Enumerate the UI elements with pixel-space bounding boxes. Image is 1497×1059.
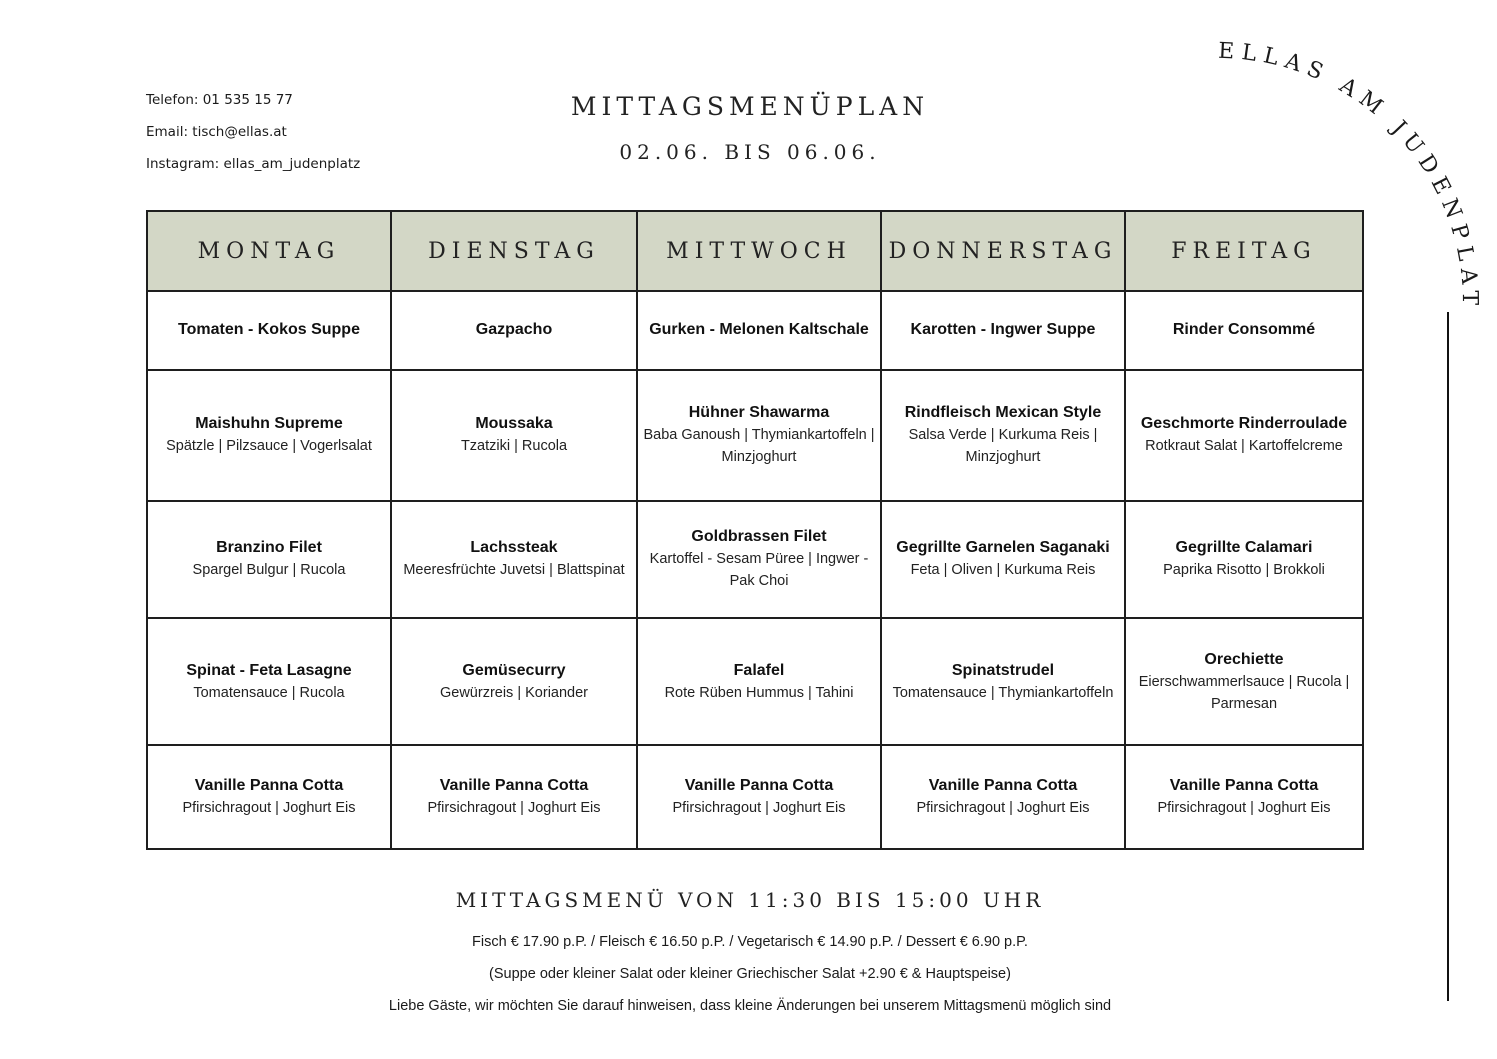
dish-sides: Tomatensauce | Rucola: [193, 684, 345, 701]
contact-email: Email: tisch@ellas.at: [146, 124, 287, 140]
dish-name: Goldbrassen Filet: [691, 528, 827, 546]
disclaimer: Liebe Gäste, wir möchten Sie darauf hinweisen, dass kleine Änderungen bei unserem Mittagsmenü möglich sind: [388, 998, 1112, 1014]
decorative-vertical-line: [1447, 312, 1449, 1001]
dessert-row: [147, 745, 1363, 849]
menu-cell: [391, 618, 637, 745]
dish-name: Spinatstrudel: [951, 661, 1055, 679]
dish-name: Geschmorte Rinderroulade: [1140, 415, 1348, 433]
dish-sides: Kartoffel - Sesam Püree | Ingwer - Pak Choi: [649, 551, 869, 590]
menu-cell: [391, 370, 637, 501]
menu-cell: [637, 618, 881, 745]
dish-name: Moussaka: [475, 415, 553, 433]
contact-instagram: Instagram: ellas_am_judenplatz: [146, 156, 361, 172]
dish-name: Lachssteak: [470, 539, 558, 557]
dish-name: Karotten - Ingwer Suppe: [910, 321, 1096, 339]
dish-name: Vanille Panna Cotta: [684, 777, 834, 795]
dish-sides: Pfirsichragout | Joghurt Eis: [916, 800, 1090, 817]
page-title: MITTAGSMENÜPLAN: [570, 92, 930, 121]
menu-cell: [1125, 618, 1363, 745]
dish-name: Gegrillte Calamari: [1175, 539, 1313, 557]
menu-cell: [147, 291, 391, 370]
brand-arc-textpath: ELLAS AM JUDENPLATZ: [1168, 1, 1483, 313]
menu-cell: [637, 291, 881, 370]
menu-cell: [391, 291, 637, 370]
menu-cell: [881, 370, 1125, 501]
dish-name: Vanille Panna Cotta: [194, 777, 344, 795]
menu-cell: [637, 501, 881, 619]
date-range: 02.06. BIS 06.06.: [619, 140, 881, 164]
dish-sides: Spargel Bulgur | Rucola: [192, 562, 346, 579]
vegetarian-row: [147, 618, 1363, 745]
dish-name: Spinat - Feta Lasagne: [186, 661, 352, 679]
dish-sides: Eierschwammerlsauce | Rucola | Parmesan: [1138, 673, 1350, 712]
menu-cell: [1125, 501, 1363, 619]
dish-sides: Pfirsichragout | Joghurt Eis: [427, 800, 601, 817]
dish-sides: Meeresfrüchte Juvetsi | Blattspinat: [403, 562, 625, 579]
menu-cell: [881, 745, 1125, 849]
menu-cell: [147, 501, 391, 619]
dish-name: Gurken - Melonen Kaltschale: [649, 321, 869, 339]
dish-sides: Spätzle | Pilzsauce | Vogerlsalat: [166, 438, 372, 455]
price-list: Fisch € 17.90 p.P. / Fleisch € 16.50 p.P. / Vegetarisch € 14.90 p.P. / Dessert € 6.90 p.P.: [472, 934, 1028, 950]
day-header: DONNERSTAG: [881, 211, 1125, 291]
menu-cell: [1125, 291, 1363, 370]
menu-cell: [881, 291, 1125, 370]
contact-info: [146, 90, 360, 186]
menu-cell: [1125, 370, 1363, 501]
menu-cell: [391, 501, 637, 619]
dish-sides: Feta | Oliven | Kurkuma Reis: [910, 562, 1096, 579]
dish-sides: Rotkraut Salat | Kartoffelcreme: [1145, 438, 1343, 455]
menu-cell: [881, 618, 1125, 745]
dish-name: Vanille Panna Cotta: [439, 777, 589, 795]
dish-name: Tomaten - Kokos Suppe: [178, 321, 360, 339]
day-header: MONTAG: [147, 211, 391, 291]
dish-name: Maishuhn Supreme: [195, 415, 343, 433]
dish-sides: Gewürzreis | Koriander: [439, 684, 589, 701]
dish-sides: Rote Rüben Hummus | Tahini: [664, 684, 854, 701]
dish-name: Hühner Shawarma: [688, 404, 830, 422]
dish-sides: Paprika Risotto | Brokkoli: [1163, 562, 1325, 579]
dish-name: Gazpacho: [475, 321, 553, 339]
dish-name: Rinder Consommé: [1172, 321, 1316, 339]
dish-name: Gegrillte Garnelen Saganaki: [896, 539, 1110, 557]
day-header: DIENSTAG: [391, 211, 637, 291]
menu-cell: [637, 370, 881, 501]
menu-cell: [1125, 745, 1363, 849]
dish-sides: Tomatensauce | Thymiankartoffeln: [892, 684, 1114, 701]
menu-cell: [637, 745, 881, 849]
dish-name: Falafel: [733, 661, 785, 679]
contact-phone: Telefon: 01 535 15 77: [146, 92, 293, 108]
dish-name: Branzino Filet: [216, 539, 322, 557]
fish-row: [147, 501, 1363, 619]
dish-sides: Tzatziki | Rucola: [460, 438, 568, 455]
dish-name: Gemüsecurry: [462, 661, 566, 679]
menu-cell: [147, 745, 391, 849]
dish-sides: Pfirsichragout | Joghurt Eis: [672, 800, 846, 817]
dish-name: Orechiette: [1204, 650, 1284, 668]
price-note: (Suppe oder kleiner Salat oder kleiner Griechischer Salat +2.90 € & Hauptspeise): [489, 966, 1011, 982]
dish-sides: Baba Ganoush | Thymiankartoffeln | Minzjoghurt: [643, 427, 875, 466]
day-header-row: [147, 211, 1363, 291]
dish-sides: Salsa Verde | Kurkuma Reis | Minzjoghurt: [908, 427, 1098, 466]
meat-row: [147, 370, 1363, 501]
dish-sides: Pfirsichragout | Joghurt Eis: [182, 800, 356, 817]
dish-name: Vanille Panna Cotta: [1169, 777, 1319, 795]
lunch-hours: MITTAGSMENÜ VON 11:30 BIS 15:00 UHR: [455, 888, 1045, 912]
menu-cell: [147, 370, 391, 501]
soup-row: [147, 291, 1363, 370]
menu-cell: [147, 618, 391, 745]
dish-sides: Pfirsichragout | Joghurt Eis: [1157, 800, 1331, 817]
dish-name: Rindfleisch Mexican Style: [904, 404, 1102, 422]
menu-table: [146, 210, 1364, 850]
day-header: FREITAG: [1125, 211, 1363, 291]
day-header: MITTWOCH: [637, 211, 881, 291]
menu-cell: [391, 745, 637, 849]
dish-name: Vanille Panna Cotta: [928, 777, 1078, 795]
menu-cell: [881, 501, 1125, 619]
